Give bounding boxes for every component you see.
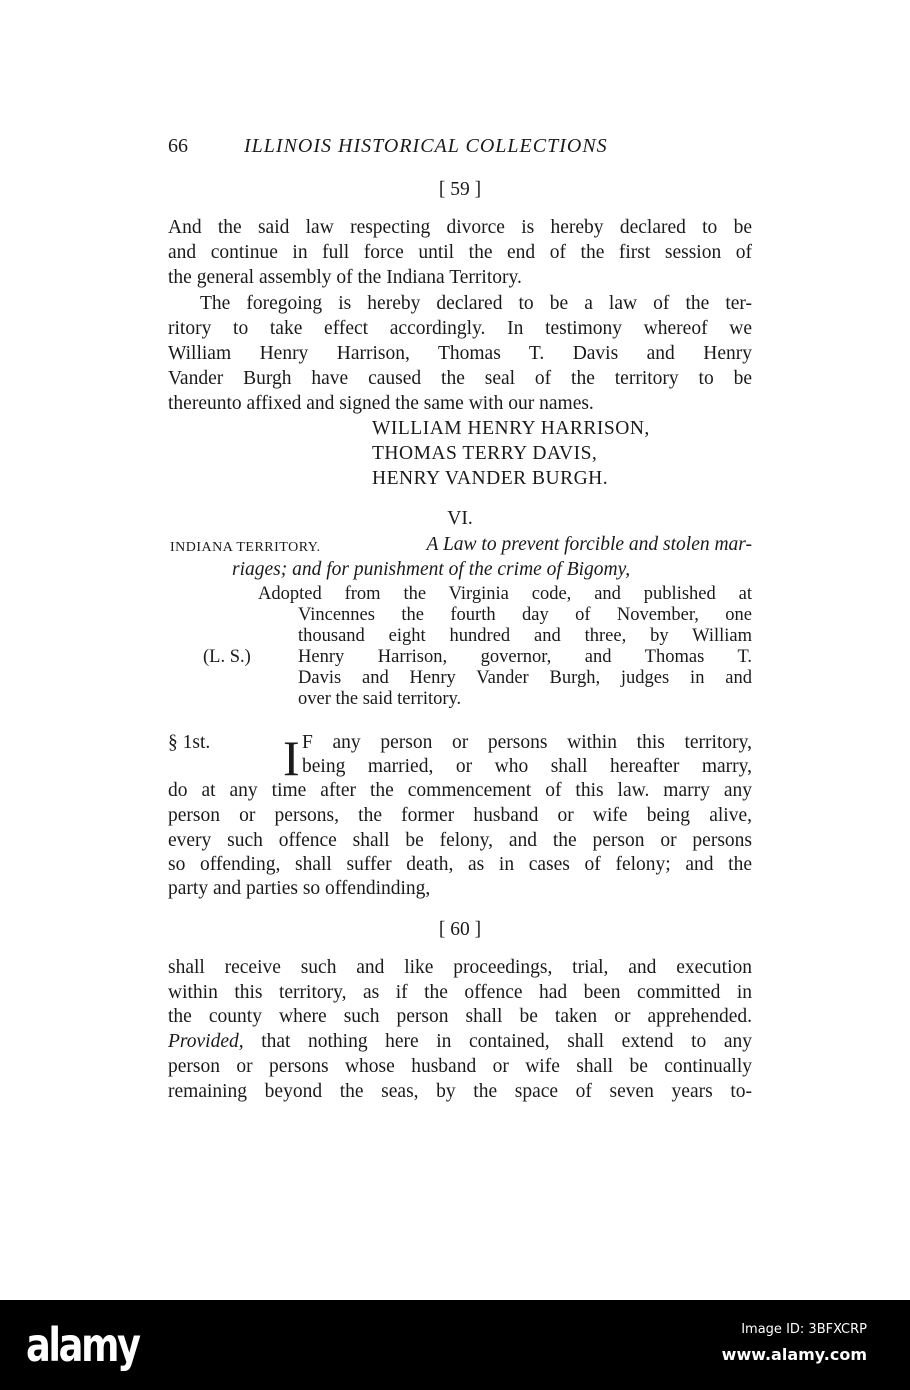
text-line: William Henry Harrison, Thomas T. Davis and Henry	[168, 343, 752, 364]
text-line: Vander Burgh have caused the seal of the territory to be	[168, 368, 752, 389]
drop-cap: I	[283, 730, 300, 786]
text-line: person or persons, the former husband or wife being alive,	[168, 805, 752, 826]
section-numeral: VI.	[447, 508, 473, 529]
law-heading	[170, 533, 752, 560]
text-line: person or persons whose husband or wife shall be continually	[168, 1056, 752, 1077]
text-line: within this territory, as if the offence had been committed in	[168, 982, 752, 1003]
signature-line: THOMAS TERRY DAVIS,	[372, 443, 598, 464]
text-line: and continue in full force until the end of the first session of	[168, 242, 752, 263]
provided-word: Provided,	[168, 1031, 244, 1052]
text-line: the county where such person shall be taken or apprehended.	[168, 1006, 752, 1027]
seal-label: (L. S.)	[203, 647, 251, 667]
text-line: being married, or who shall hereafter marry,	[302, 756, 752, 777]
page-number: 66	[168, 135, 188, 157]
text-line: over the said territory.	[298, 689, 462, 709]
text-line: And the said law respecting divorce is hereby declared to be	[168, 217, 752, 238]
running-title: ILLINOIS HISTORICAL COLLECTIONS	[244, 135, 608, 157]
text-line: do at any time after the commencement of this law. marry any	[168, 780, 752, 801]
alamy-logo: alamy	[26, 1318, 139, 1372]
page-marker-60: [ 60 ]	[438, 919, 482, 940]
text-line: shall receive such and like proceedings, trial, and execution	[168, 957, 752, 978]
page-marker-59: [ 59 ]	[438, 179, 482, 200]
text-line: thousand eight hundred and three, by William	[298, 626, 752, 646]
watermark-url: www.alamy.com	[721, 1345, 867, 1364]
text-line: thereunto affixed and signed the same with our names.	[168, 393, 594, 414]
text-line: party and parties so offendinding,	[168, 878, 431, 899]
law-title: A Law to prevent forcible and stolen mar-	[426, 534, 752, 555]
text-line: every such offence shall be felony, and the person or persons	[168, 830, 752, 851]
signature-line: WILLIAM HENRY HARRISON,	[372, 418, 650, 439]
text-line: the general assembly of the Indiana Territory.	[168, 267, 522, 288]
signature-line: HENRY VANDER BURGH.	[372, 468, 609, 489]
text-span: that nothing here in contained, shall extend to any	[243, 1031, 752, 1052]
text-line: The foregoing is hereby declared to be a law of the ter-	[200, 293, 752, 314]
text-line: Vincennes the fourth day of November, one	[298, 605, 752, 625]
running-header	[168, 134, 752, 158]
text-line: so offending, shall suffer death, as in cases of felony; and the	[168, 854, 752, 875]
law-title: riages; and for punishment of the crime of Bigomy,	[232, 559, 631, 580]
text-line: Adopted from the Virginia code, and published at	[258, 584, 752, 604]
text-line: Henry Harrison, governor, and Thomas T.	[298, 647, 752, 667]
text-line: remaining beyond the seas, by the space of seven years to-	[168, 1081, 752, 1102]
text-line: ritory to take effect accordingly. In testimony whereof we	[168, 318, 752, 339]
text-line: F any person or persons within this territory,	[302, 732, 752, 753]
watermark-banner	[0, 1300, 910, 1390]
section-label: § 1st.	[168, 732, 211, 753]
text-line: Davis and Henry Vander Burgh, judges in and	[298, 668, 752, 688]
text-line	[168, 1030, 752, 1054]
image-id: Image ID: 3BFXCRP	[741, 1322, 867, 1337]
smallcaps-label: INDIANA TERRITORY.	[170, 540, 321, 555]
